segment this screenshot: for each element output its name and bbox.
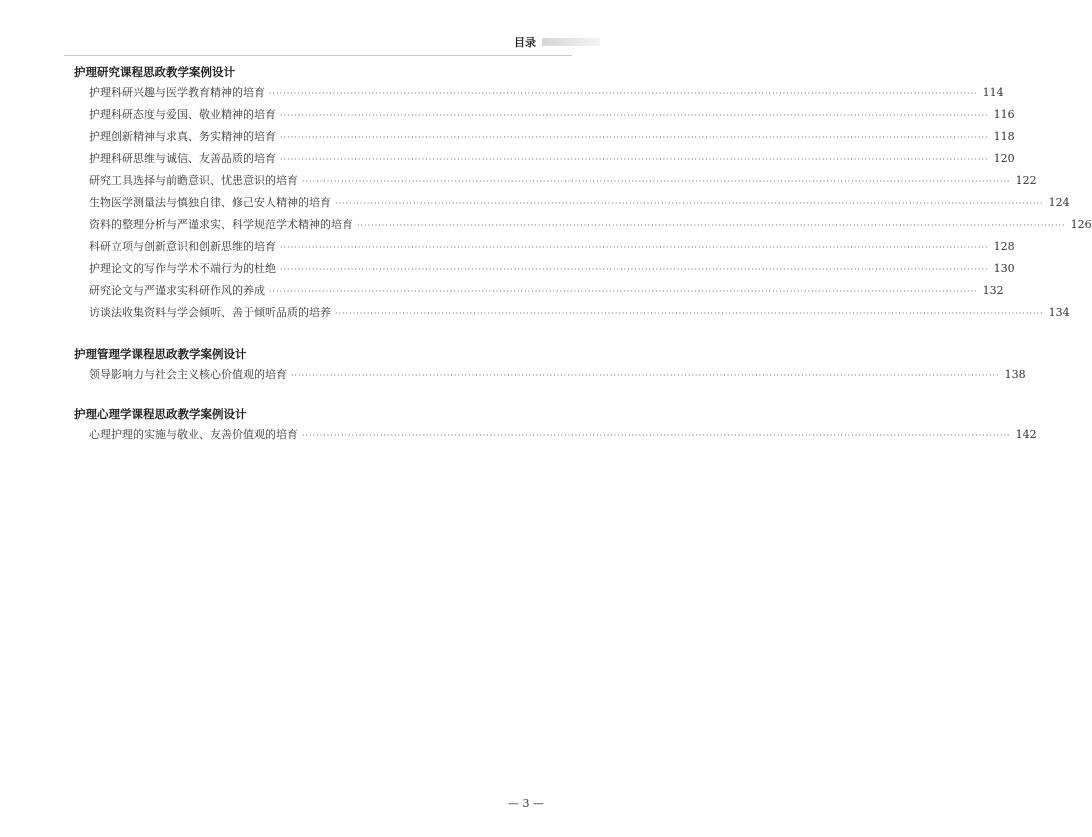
toc-entry[interactable] [74,192,1070,214]
entry-title: 研究工具选择与前瞻意识、忧患意识的培育 [89,174,298,187]
entry-page-number: 130 [993,262,1015,275]
entry-page-number: 120 [993,152,1015,165]
dot-leader: ········································································································································································································ [280,155,989,164]
header-decor-bar [542,38,600,46]
dot-leader: ········································································································································································································ [302,177,1011,186]
entry-page-number: 118 [993,130,1015,143]
entry-page-number: 126 [1070,218,1092,231]
entry-page-number: 134 [1048,306,1070,319]
entry-page-number: 122 [1015,174,1037,187]
dot-leader: ········································································································································································································ [302,431,1011,440]
entry-title: 科研立项与创新意识和创新思维的培育 [89,240,276,253]
toc-entry[interactable] [74,236,1015,258]
toc-entry[interactable] [74,214,1092,236]
entry-title: 护理创新精神与求真、务实精神的培育 [89,130,276,143]
toc-entry[interactable] [74,104,1015,126]
entry-title: 资料的整理分析与严谨求实、科学规范学术精神的培育 [89,218,353,231]
dot-leader: ········································································································································································································ [357,221,1066,230]
entry-page-number: 124 [1048,196,1070,209]
section-title: 护理管理学课程思政教学案例设计 [74,347,247,361]
entry-page-number: 116 [993,108,1015,121]
toc-entry[interactable] [74,424,1037,446]
entry-title: 生物医学测量法与慎独自律、修己安人精神的培育 [89,196,331,209]
chapter-header [512,33,600,51]
entry-page-number: 114 [982,86,1004,99]
entry-page-number: 138 [1004,368,1026,381]
dot-leader: ········································································································································································································ [280,111,989,120]
toc-entry[interactable] [74,82,1004,104]
entry-title: 护理科研思维与诚信、友善品质的培育 [89,152,276,165]
toc-section [74,344,1026,386]
entry-title: 护理科研兴趣与医学教育精神的培育 [89,86,265,99]
toc-section [74,62,1092,324]
entry-page-number: 142 [1015,428,1037,441]
section-title: 护理心理学课程思政教学案例设计 [74,407,247,421]
toc-entry[interactable] [74,280,1004,302]
entry-title: 护理科研态度与爱国、敬业精神的培育 [89,108,276,121]
entry-title: 研究论文与严谨求实科研作风的养成 [89,284,265,297]
toc-entry[interactable] [74,170,1037,192]
dot-leader: ········································································································································································································ [280,265,989,274]
entry-title: 心理护理的实施与敬业、友善价值观的培育 [89,428,298,441]
header-label: 目录 [514,36,536,49]
dot-leader: ········································································································································································································ [335,199,1044,208]
dot-leader: ········································································································································································································ [291,371,1000,380]
header-divider [64,55,572,56]
toc-entry[interactable] [74,258,1015,280]
toc-section [74,404,1037,446]
toc-entry[interactable] [74,302,1070,324]
dot-leader: ········································································································································································································ [280,133,989,142]
dot-leader: ········································································································································································································ [335,309,1044,318]
toc-entry[interactable] [74,148,1015,170]
page-footer-number: — 3 — [508,797,544,810]
entry-title: 访谈法收集资料与学会倾听、善于倾听品质的培养 [89,306,331,319]
entry-page-number: 132 [982,284,1004,297]
toc-entry[interactable] [74,364,1026,386]
dot-leader: ········································································································································································································ [269,287,978,296]
dot-leader: ········································································································································································································ [280,243,989,252]
entry-page-number: 128 [993,240,1015,253]
entry-title: 护理论文的写作与学术不端行为的杜绝 [89,262,276,275]
dot-leader: ········································································································································································································ [269,89,978,98]
toc-entry[interactable] [74,126,1015,148]
entry-title: 领导影响力与社会主义核心价值观的培育 [89,368,287,381]
table-of-contents [74,62,1092,446]
section-title: 护理研究课程思政教学案例设计 [74,65,235,79]
